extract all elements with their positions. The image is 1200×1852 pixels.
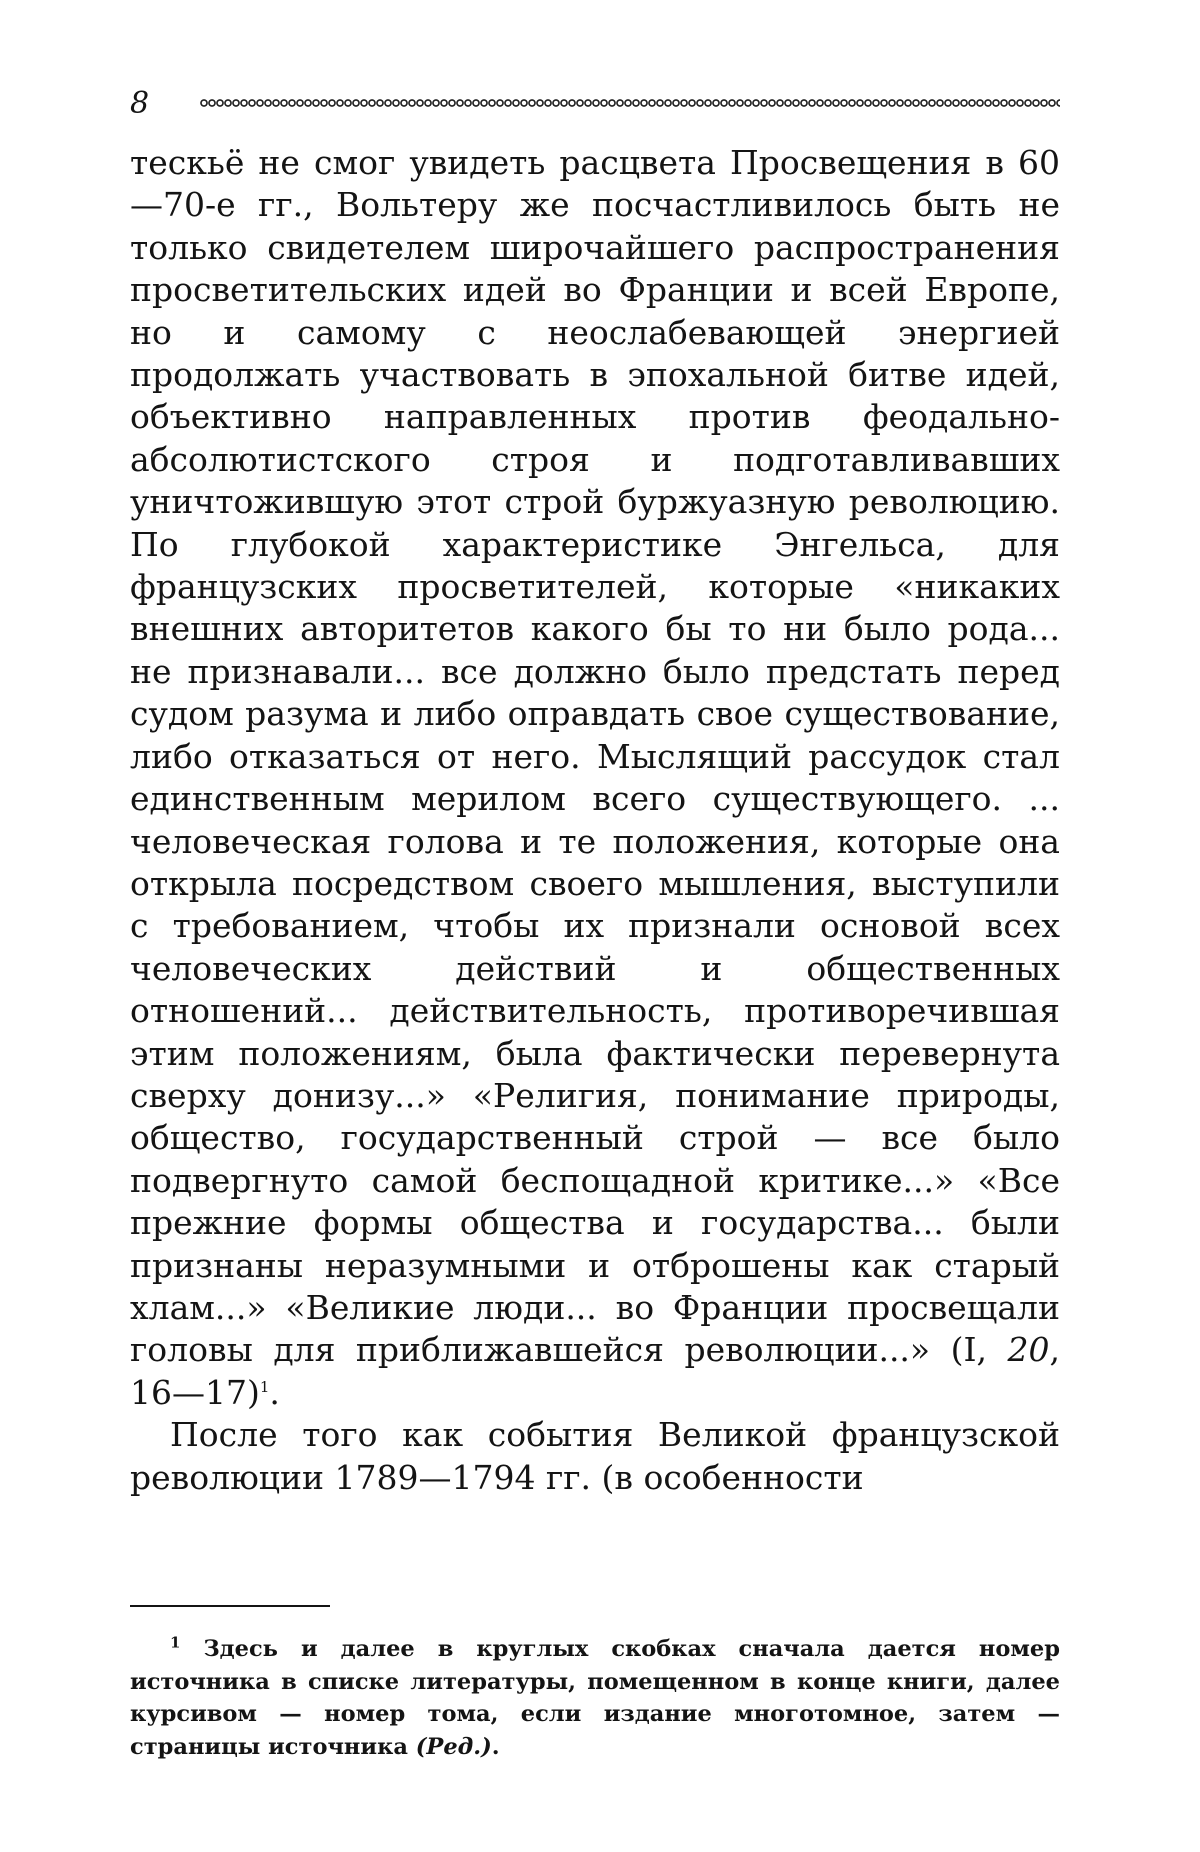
header-ornament bbox=[200, 98, 1060, 108]
paragraph-1-text: тескьё не смог увидеть расцвета Просвещения в 60—70-е гг., Вольтеру же посчастливилось быть не только свидетелем широчайшего распространения просветительских идей во Франции и всей Европе, но и самому с неослабевающей энергией продолжать участвовать в эпохальной битве идей, объективно направленных против феодально-абсолютистского строя и подготавливавших уничтожившую этот строй буржуазную революцию. По глубокой характеристике Энгельса, для французских просветителей, которые «никаких внешних авторитетов какого бы то ни было рода... не признавали... все должно было предстать перед судом разума и либо оправдать свое существование, либо отказаться от него. Мыслящий рассудок стал единственным мерилом всего существующего. ... человеческая голова и те положения, которые она открыла посредством своего мышления, выступили с требованием, чтобы их признали основой всех человеческих действий и общественных отношений... действительность, противоречившая этим положениям, была фактически перевернута сверху донизу...» «Религия, понимание природы, общество, государственный строй — все было подвергнуто самой беспощадной критике...» «Все прежние формы общества и государства... были признаны неразумными и отброшены как старый хлам...» «Великие люди... во Франции просвещали головы для приближавшейся революции...» (I, bbox=[130, 143, 1060, 1370]
footnote-marker: 1 bbox=[259, 1377, 270, 1396]
citation-pages: , 16—17) bbox=[130, 1330, 1060, 1412]
footnote-divider bbox=[130, 1605, 330, 1607]
footnote-number: 1 bbox=[170, 1633, 181, 1652]
page-number: 8 bbox=[130, 86, 150, 121]
paragraph-2-text: После того как события Великой французской революции 1789—1794 гг. (в особенности bbox=[130, 1415, 1060, 1497]
footnote bbox=[130, 1633, 1060, 1763]
footnote-text: Здесь и далее в круглых скобках сначала дается номер источника в списке литературы, помещенном в конце книги, далее курсивом — номер тома, если издание многотомное, затем — страницы источника bbox=[130, 1636, 1060, 1760]
paragraph-1-end: . bbox=[269, 1372, 280, 1412]
footnote-editor-note: (Ред.) bbox=[415, 1733, 492, 1760]
paragraph-2 bbox=[130, 1414, 1060, 1499]
main-text bbox=[130, 142, 1060, 1499]
footnote-end: . bbox=[491, 1733, 500, 1760]
citation-volume: 20 bbox=[1007, 1330, 1050, 1370]
footnote-paragraph bbox=[130, 1633, 1060, 1763]
paragraph-1 bbox=[130, 142, 1060, 1414]
page-header bbox=[130, 86, 1060, 122]
